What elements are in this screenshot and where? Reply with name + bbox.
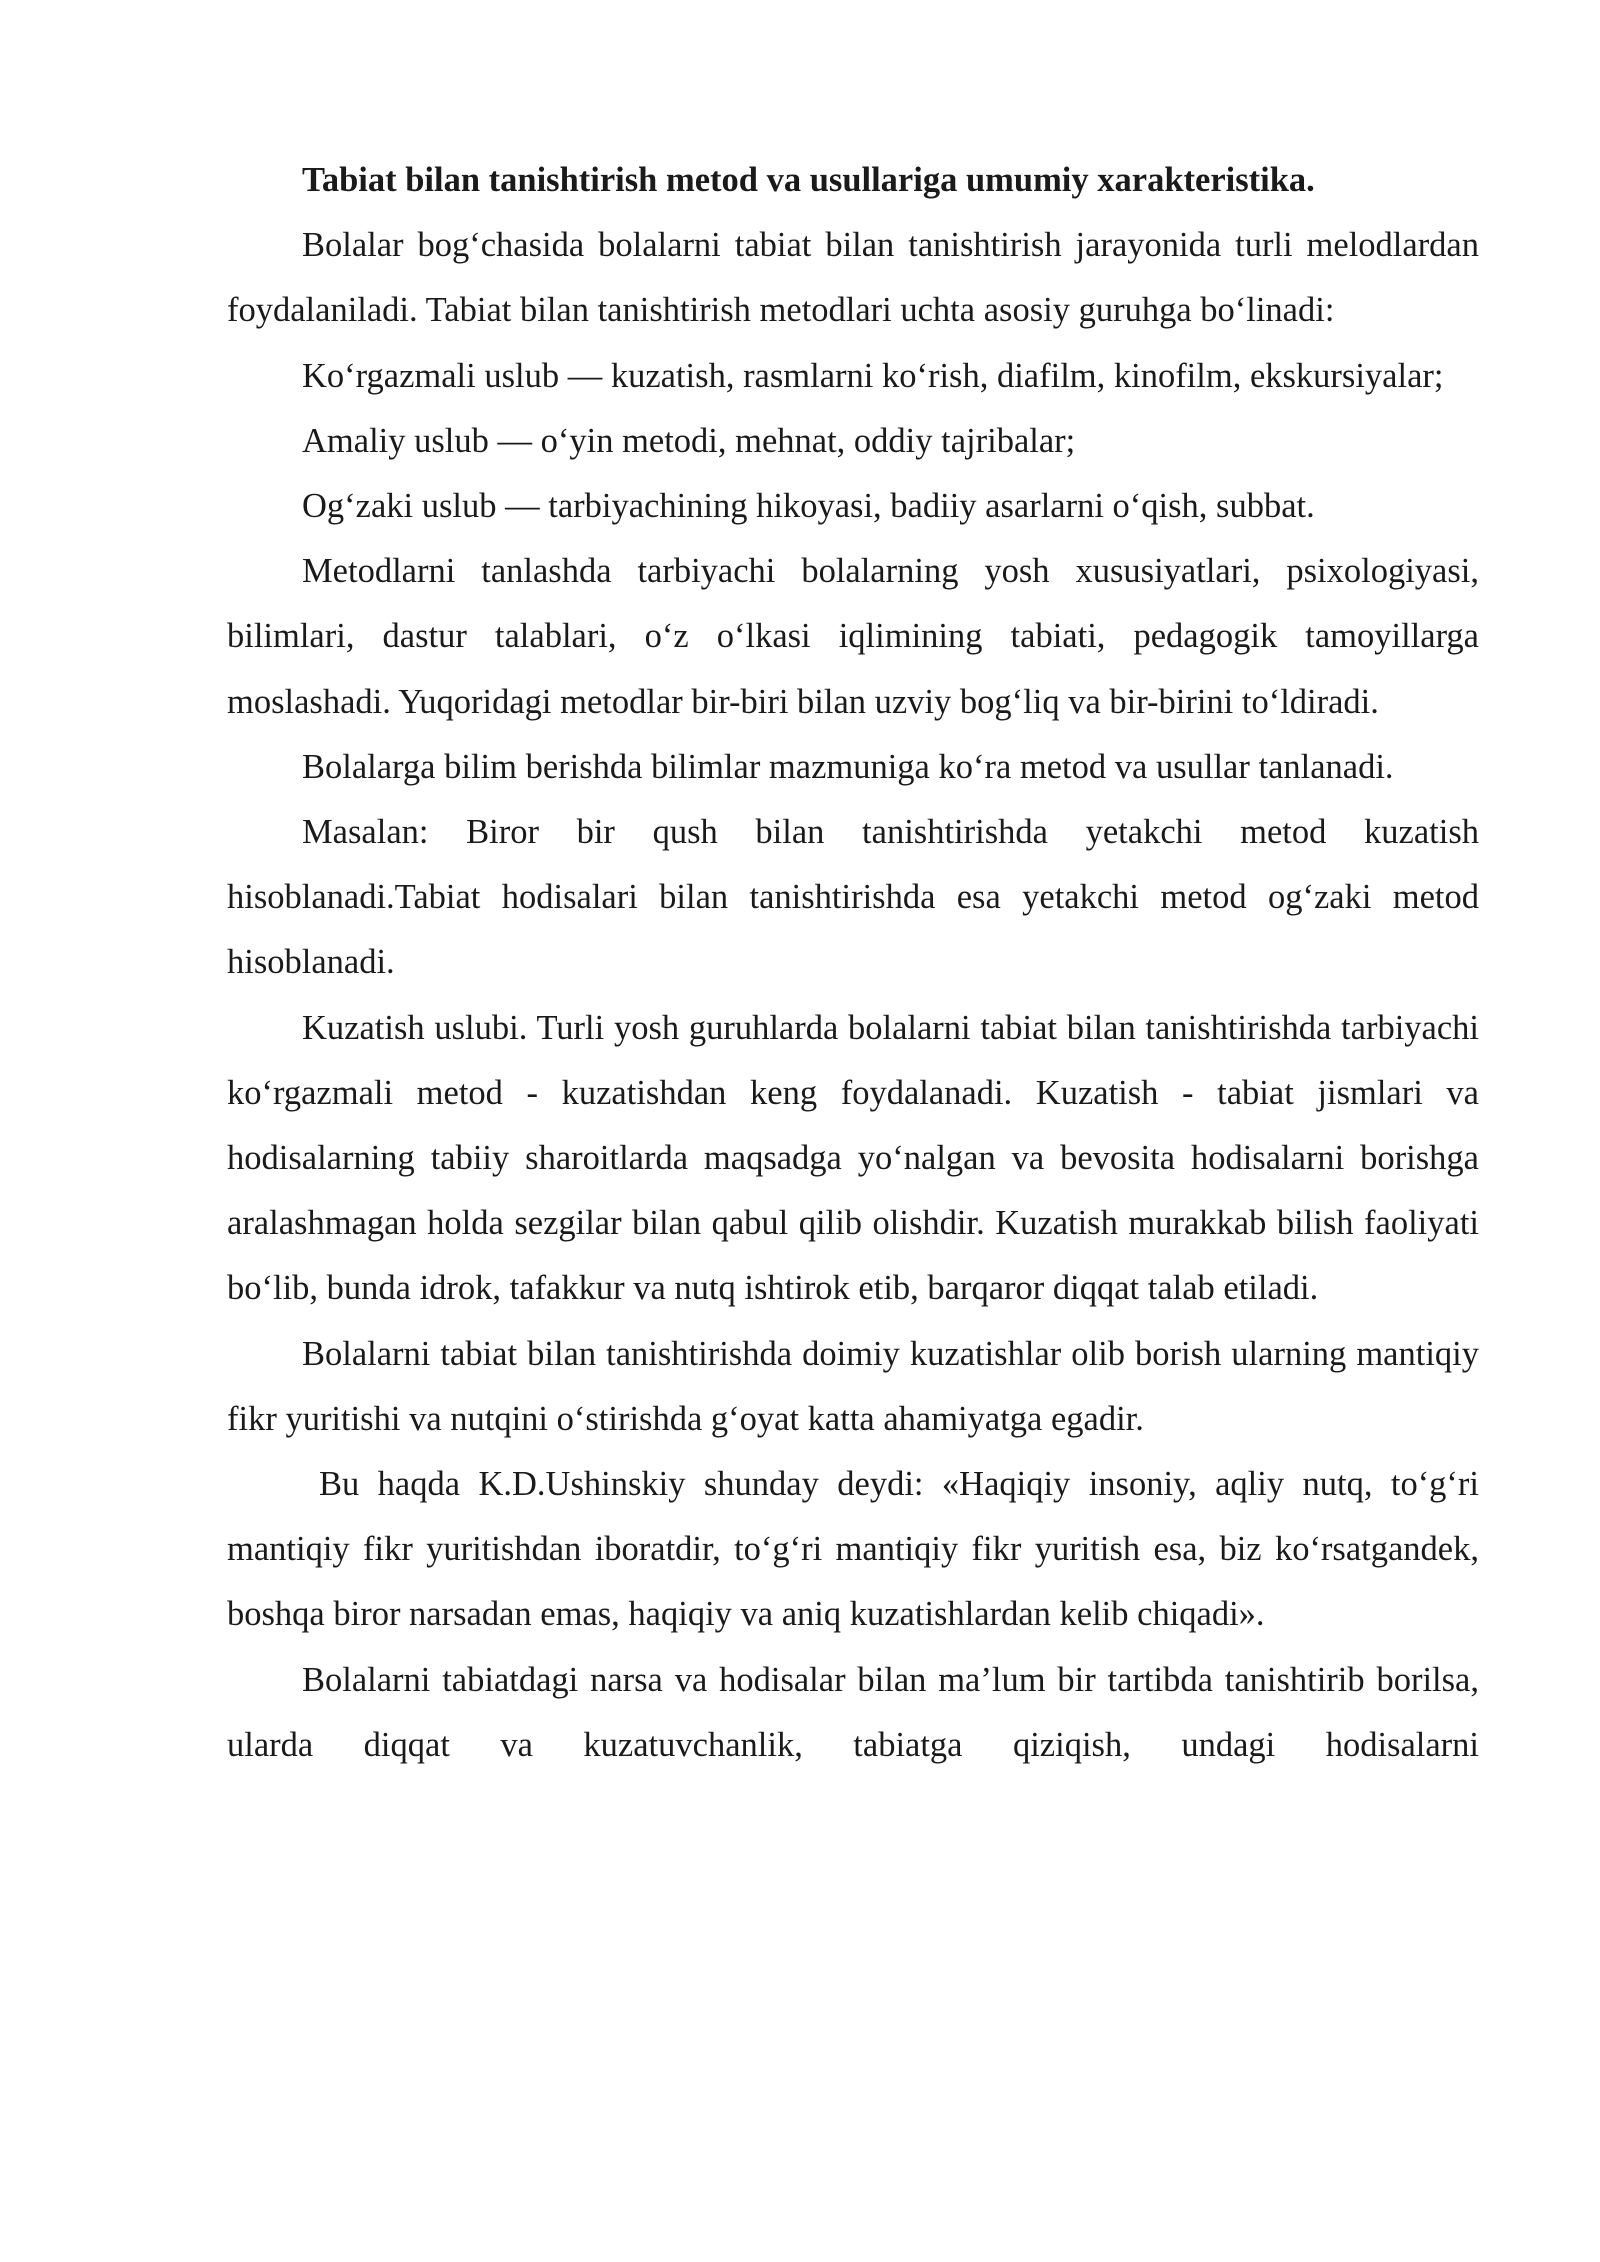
paragraph-method-selection: Metodlarni tanlashda tarbiyachi bolalarning yosh xususiyatlari, psixologiyasi, bilimlari, dastur talablari, o‘z o‘lkasi iqlimining tabiati, pedagogik tamoyillarga moslashadi. Yuqoridagi metodlar bir-biri bilan uzviy bog‘liq va bir-birini to‘ldiradi.: [227, 552, 1479, 721]
paragraph-practical-method: Amaliy uslub — o‘yin metodi, mehnat, oddiy tajribalar;: [302, 421, 1076, 460]
paragraph-intro: Bolalar bog‘chasida bolalarni tabiat bilan tanishtirish jarayonida turli melodlardan foydalaniladi. Tabiat bilan tanishtirish metodlari uchta asosiy guruhga bo‘linadi:: [227, 226, 1479, 330]
paragraph-knowledge-content: Bolalarga bilim berishda bilimlar mazmuniga ko‘ra metod va usullar tanlanadi.: [302, 747, 1394, 786]
document-title: Tabiat bilan tanishtirish metod va usullariga umumiy xarakteristika.: [302, 161, 1315, 199]
paragraph-observation-importance: Bolalarni tabiat bilan tanishtirishda doimiy kuzatishlar olib borish ularning mantiqiy fikr yuritishi va nutqini o‘stirishda g‘oyat katta ahamiyatga egadir.: [227, 1334, 1479, 1438]
paragraph-closing: Bolalarni tabiatdagi narsa va hodisalar bilan ma’lum bir tartibda tanishtirib borilsa, ularda diqqat va kuzatuvchanlik, tabiatga qiziqish, undagi hodisalarni: [227, 1660, 1479, 1764]
paragraph-observation-method: Kuzatish uslubi. Turli yosh guruhlarda bolalarni tabiat bilan tanishtirishda tarbiyachi ko‘rgazmali metod - kuzatishdan keng foydalanadi. Kuzatish - tabiat jismlari va hodisalarning tabiiy sharoitlarda maqsadga yo‘nalgan va bevosita hodisalarni borishga aralashmagan holda sezgilar bilan qabul qilib olishdir. Kuzatish murakkab bilish faoliyati bo‘lib, bunda idrok, tafakkur va nutq ishtirok etib, barqaror diqqat talab etiladi.: [227, 1008, 1479, 1308]
paragraph-verbal-method: Og‘zaki uslub — tarbiyachining hikoyasi, badiiy asarlarni o‘qish, subbat.: [302, 487, 1315, 526]
document-page: [227, 148, 1479, 1778]
paragraph-ushinskiy-quote: Bu haqda K.D.Ushinskiy shunday deydi: «Haqiqiy insoniy, aqliy nutq, to‘g‘ri mantiqiy fikr yuritishdan iboratdir, to‘g‘ri mantiqiy fikr yuritish esa, biz ko‘rsatgandek, boshqa biror narsadan emas, haqiqiy va aniq kuzatishlardan kelib chiqadi».: [227, 1465, 1479, 1634]
paragraph-visual-method: Ko‘rgazmali uslub — kuzatish, rasmlarni ko‘rish, diafilm, kinofilm, ekskursiyalar;: [302, 356, 1444, 395]
paragraph-example: Masalan: Biror bir qush bilan tanishtirishda yetakchi metod kuzatish hisoblanadi.Tabiat hodisalari bilan tanishtirishda esa yetakchi metod og‘zaki metod hisoblanadi.: [227, 813, 1479, 982]
